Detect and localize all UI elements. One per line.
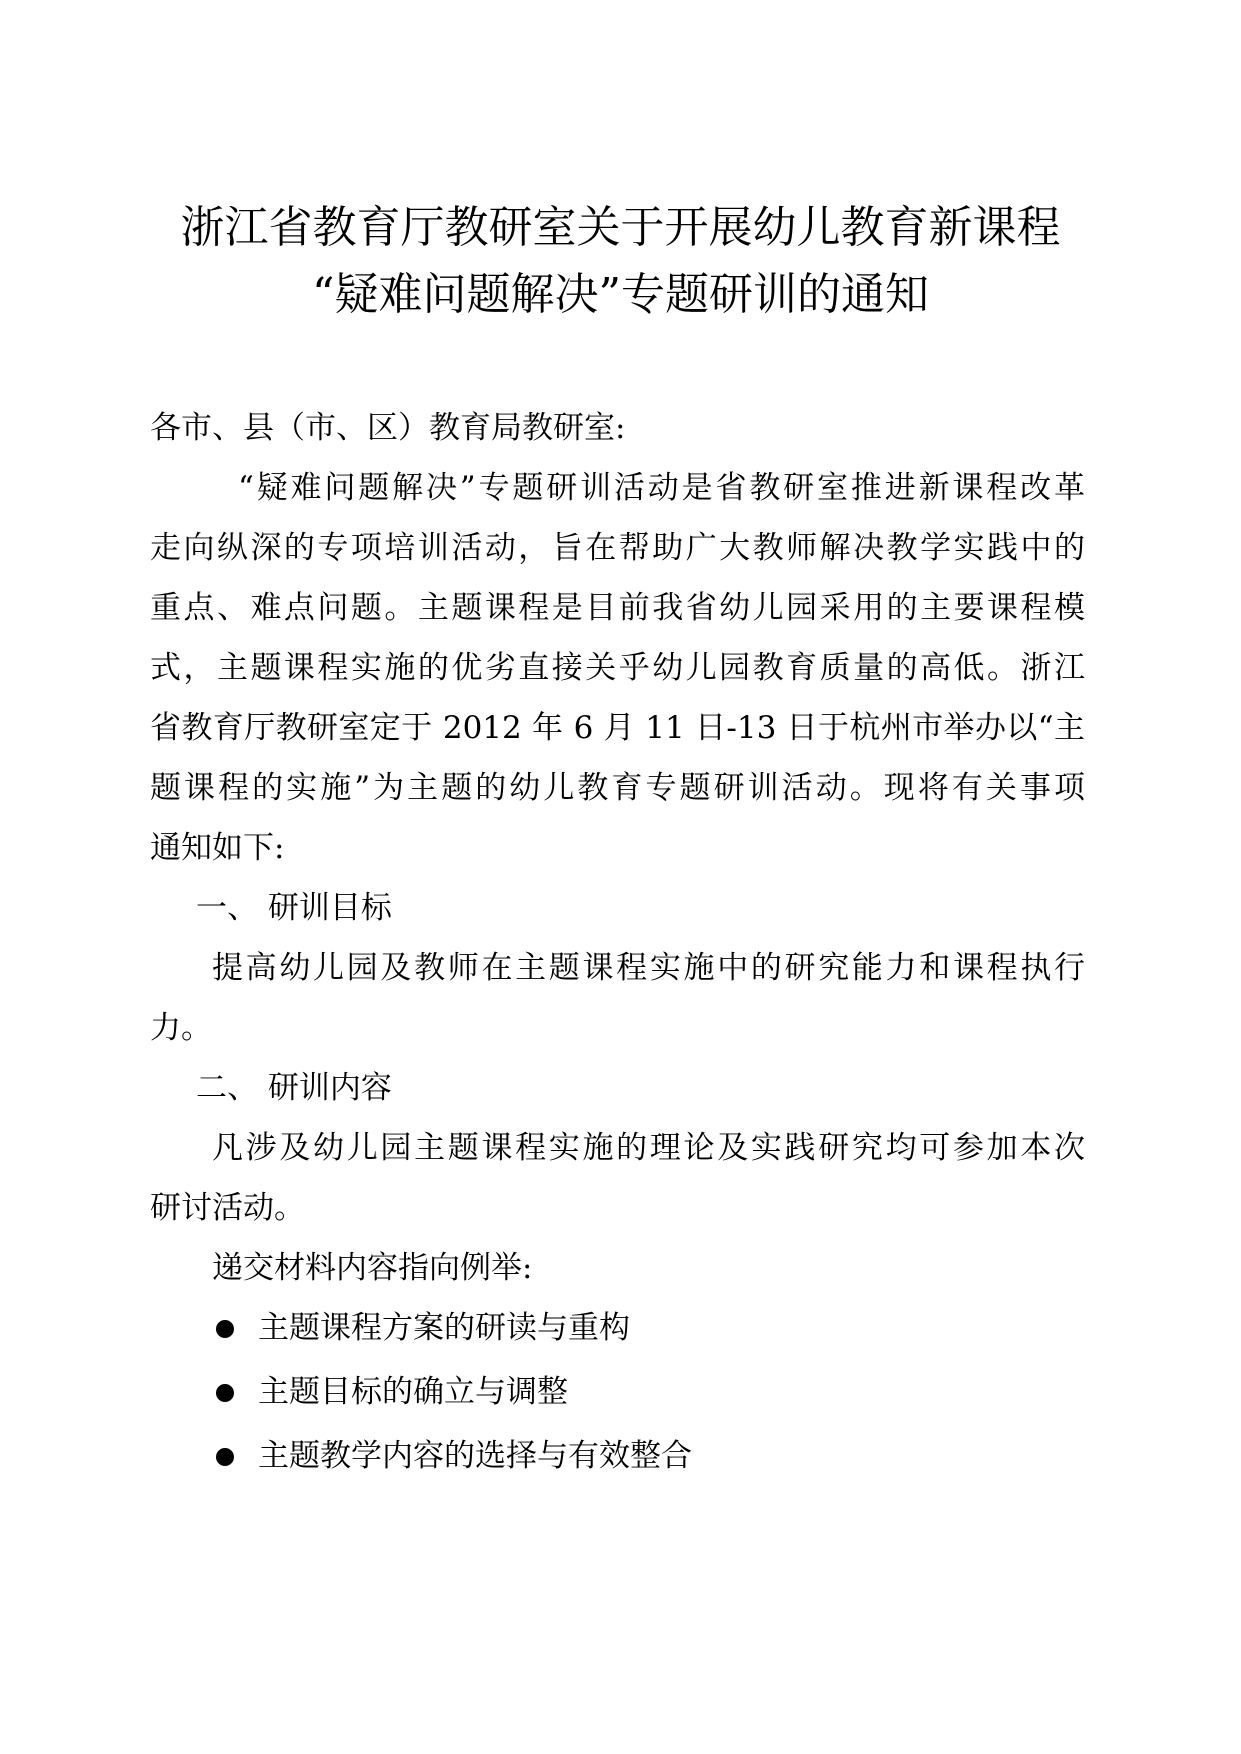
bullet-icon: [216, 1320, 234, 1338]
intro-line: “疑难问题解决”专题研训活动是省教研室推进新课程改革: [238, 470, 1085, 506]
bullet-icon: [216, 1448, 234, 1466]
document-title-line-2: “疑难问题解决”专题研训的通知: [312, 269, 929, 320]
bullet-icon: [216, 1384, 234, 1402]
intro-line: 式，主题课程实施的优劣直接关乎幼儿园教育质量的高低。浙江: [150, 650, 1085, 686]
document-title-line-1: 浙江省教育厅教研室关于开展幼儿教育新课程: [180, 202, 1061, 253]
section-2-heading: 二、 研训内容: [196, 1070, 392, 1106]
section-1-heading: 一、 研训目标: [196, 890, 392, 926]
list-item: 主题目标的确立与调整: [258, 1374, 568, 1410]
section-2-line: 研讨活动。: [150, 1190, 305, 1226]
section-1-line: 提高幼儿园及教师在主题课程实施中的研究能力和课程执行: [212, 950, 1085, 986]
salutation: 各市、县（市、区）教育局教研室:: [150, 410, 626, 446]
section-1-line: 力。: [150, 1010, 212, 1046]
intro-line: 通知如下:: [150, 830, 285, 866]
intro-line: 题课程的实施”为主题的幼儿教育专题研训活动。现将有关事项: [150, 770, 1085, 806]
intro-line: 走向纵深的专项培训活动，旨在帮助广大教师解决教学实践中的: [150, 530, 1085, 566]
section-2-line: 凡涉及幼儿园主题课程实施的理论及实践研究均可参加本次: [212, 1130, 1085, 1166]
list-item: 主题教学内容的选择与有效整合: [258, 1438, 692, 1474]
list-item: 主题课程方案的研读与重构: [258, 1310, 630, 1346]
materials-intro: 递交材料内容指向例举:: [212, 1250, 533, 1286]
intro-line: 重点、难点问题。主题课程是目前我省幼儿园采用的主要课程模: [150, 590, 1085, 626]
intro-line: 省教育厅教研室定于 2012 年 6 月 11 日-13 日于杭州市举办以“主: [150, 710, 1085, 746]
